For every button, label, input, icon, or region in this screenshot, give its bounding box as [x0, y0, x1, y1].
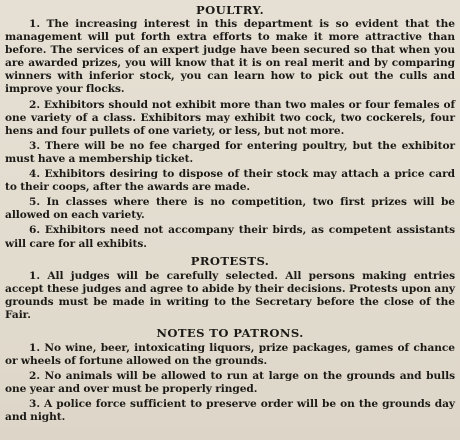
section-poultry — [5, 3, 455, 251]
poultry-paragraph-5: 5. In classes where there is no competition, two first prizes will be allowed on each variety. — [5, 196, 455, 222]
poultry-paragraph-1: 1. The increasing interest in this department is so evident that the management will put forth extra efforts to make it more attractive than before. The services of an expert judge have been secured so that when you are awarded prizes, you will know that it is on real merit and by comparing winners with inferior stock, you can learn how to pick out the culls and improve your flocks. — [5, 18, 455, 96]
notes-paragraph-1: 1. No wine, beer, intoxicating liquors, prize packages, games of chance or wheels of fortune allowed on the grounds. — [5, 341, 455, 368]
poultry-paragraph-2: 2. Exhibitors should not exhibit more than two males or four females of one variety of a class. Exhibitors may exhibit two cock, two cockerels, four hens and four pullets of one variety, or less, but not more. — [5, 98, 455, 137]
section-heading-protests: PROTESTS. — [190, 253, 270, 268]
protests-paragraph-1: 1. All judges will be carefully selected. All persons making entries accept these judges and agree to abide by their decisions. Protests upon any grounds must be made in writing to the Secretary before the close of the Fair. — [5, 269, 455, 321]
notes-paragraph-2: 2. No animals will be allowed to run at large on the grounds and bulls one year and over must be properly ringed. — [5, 370, 455, 396]
poultry-paragraph-4: 4. Exhibitors desiring to dispose of their stock may attach a price card to their coops, after the awards are made. — [5, 168, 455, 194]
section-notes-to-patrons — [5, 326, 455, 425]
section-heading-poultry: POULTRY. — [195, 3, 265, 17]
section-heading-notes-to-patrons: NOTES TO PATRONS. — [156, 325, 304, 340]
poultry-paragraph-6: 6. Exhibitors need not accompany their birds, as competent assistants will care for all exhibits. — [5, 224, 455, 250]
section-protests — [5, 254, 455, 322]
notes-paragraph-3: 3. A police force sufficient to preserve order will be on the grounds day and night. — [5, 398, 455, 424]
poultry-paragraph-3: 3. There will be no fee charged for entering poultry, but the exhibitor must have a membership ticket. — [5, 139, 455, 165]
